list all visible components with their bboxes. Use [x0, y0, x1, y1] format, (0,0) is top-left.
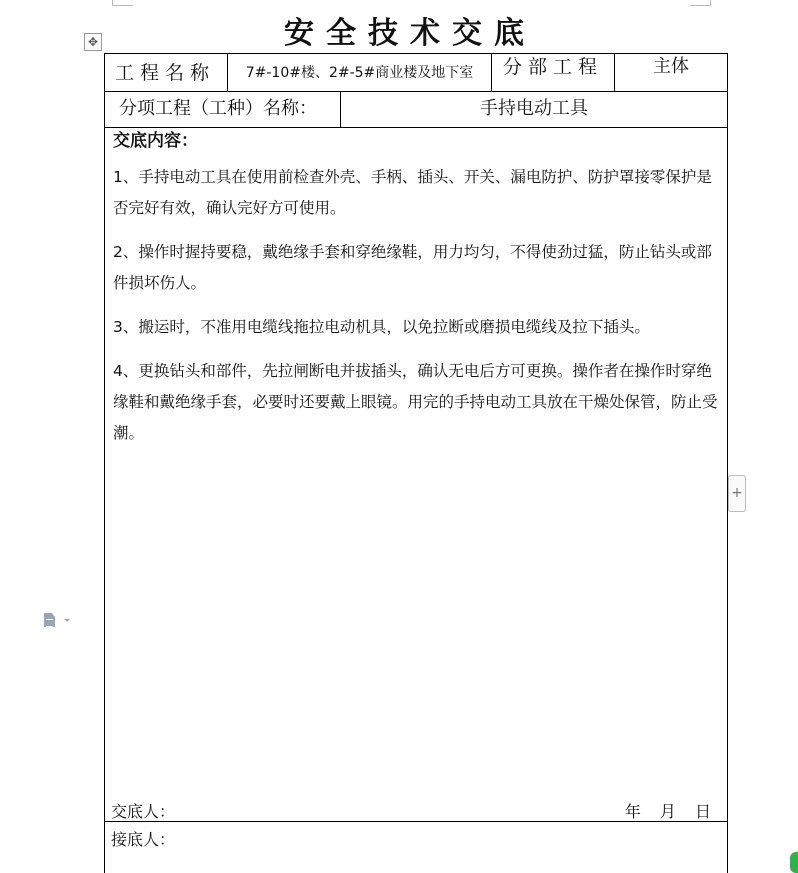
project-name-value[interactable]: 7#-10#楼、2#-5#商业楼及地下室 [228, 54, 492, 91]
content-paragraph: 4、更换钻头和部件，先拉闸断电并拔插头，确认无电后方可更换。操作者在操作时穿绝缘鞋和戴绝缘手套，必要时还要戴上眼镜。用完的手持电动工具放在干燥处保管，防止受潮。 [113, 362, 718, 442]
document-title: 安全技术交底 [284, 16, 536, 51]
side-tool-tab[interactable] [790, 852, 798, 873]
content-paragraph: 1、手持电动工具在使用前检查外壳、手柄、插头、开关、漏电防护、防护罩接零保护是否完好有效，确认完好方可使用。 [113, 168, 712, 217]
item-name-value[interactable]: 手持电动工具 [480, 98, 588, 119]
content-paragraph: 3、搬运时，不准用电缆线拖拉电动机具，以免拉断或磨损电缆线及拉下插头。 [113, 318, 650, 336]
subproject-value[interactable]: 主体 [653, 56, 689, 77]
item-name-label: 分项工程（工种）名称： [105, 92, 341, 127]
subproject-label: 分部工程 [492, 54, 615, 91]
add-table-row-button[interactable]: + [728, 475, 746, 512]
signature-date: 年 月 日 [624, 802, 711, 821]
document-icon-lines [46, 619, 53, 627]
discloser-signature-row [105, 797, 727, 822]
disclosure-form-table [104, 53, 728, 873]
receiver-label: 接底人： [111, 830, 176, 849]
header-row-project [105, 54, 727, 92]
page-corner-mark-left [112, 0, 133, 6]
content-paragraph: 2、操作时握持要稳，戴绝缘手套和穿绝缘鞋，用力均匀，不得使劲过猛，防止钻头或部件损坏伤人。 [113, 243, 712, 292]
page-corner-mark-right [690, 0, 711, 6]
disclosure-content[interactable] [113, 130, 719, 462]
discloser-label: 交底人： [111, 802, 176, 821]
header-row-item [105, 92, 727, 128]
chevron-down-icon [64, 619, 70, 622]
document-menu-dropdown[interactable] [44, 613, 72, 629]
table-move-handle-icon[interactable]: ✥ [84, 33, 102, 51]
content-heading: 交底内容： [113, 131, 198, 151]
project-name-label: 工程名称 [105, 54, 228, 91]
